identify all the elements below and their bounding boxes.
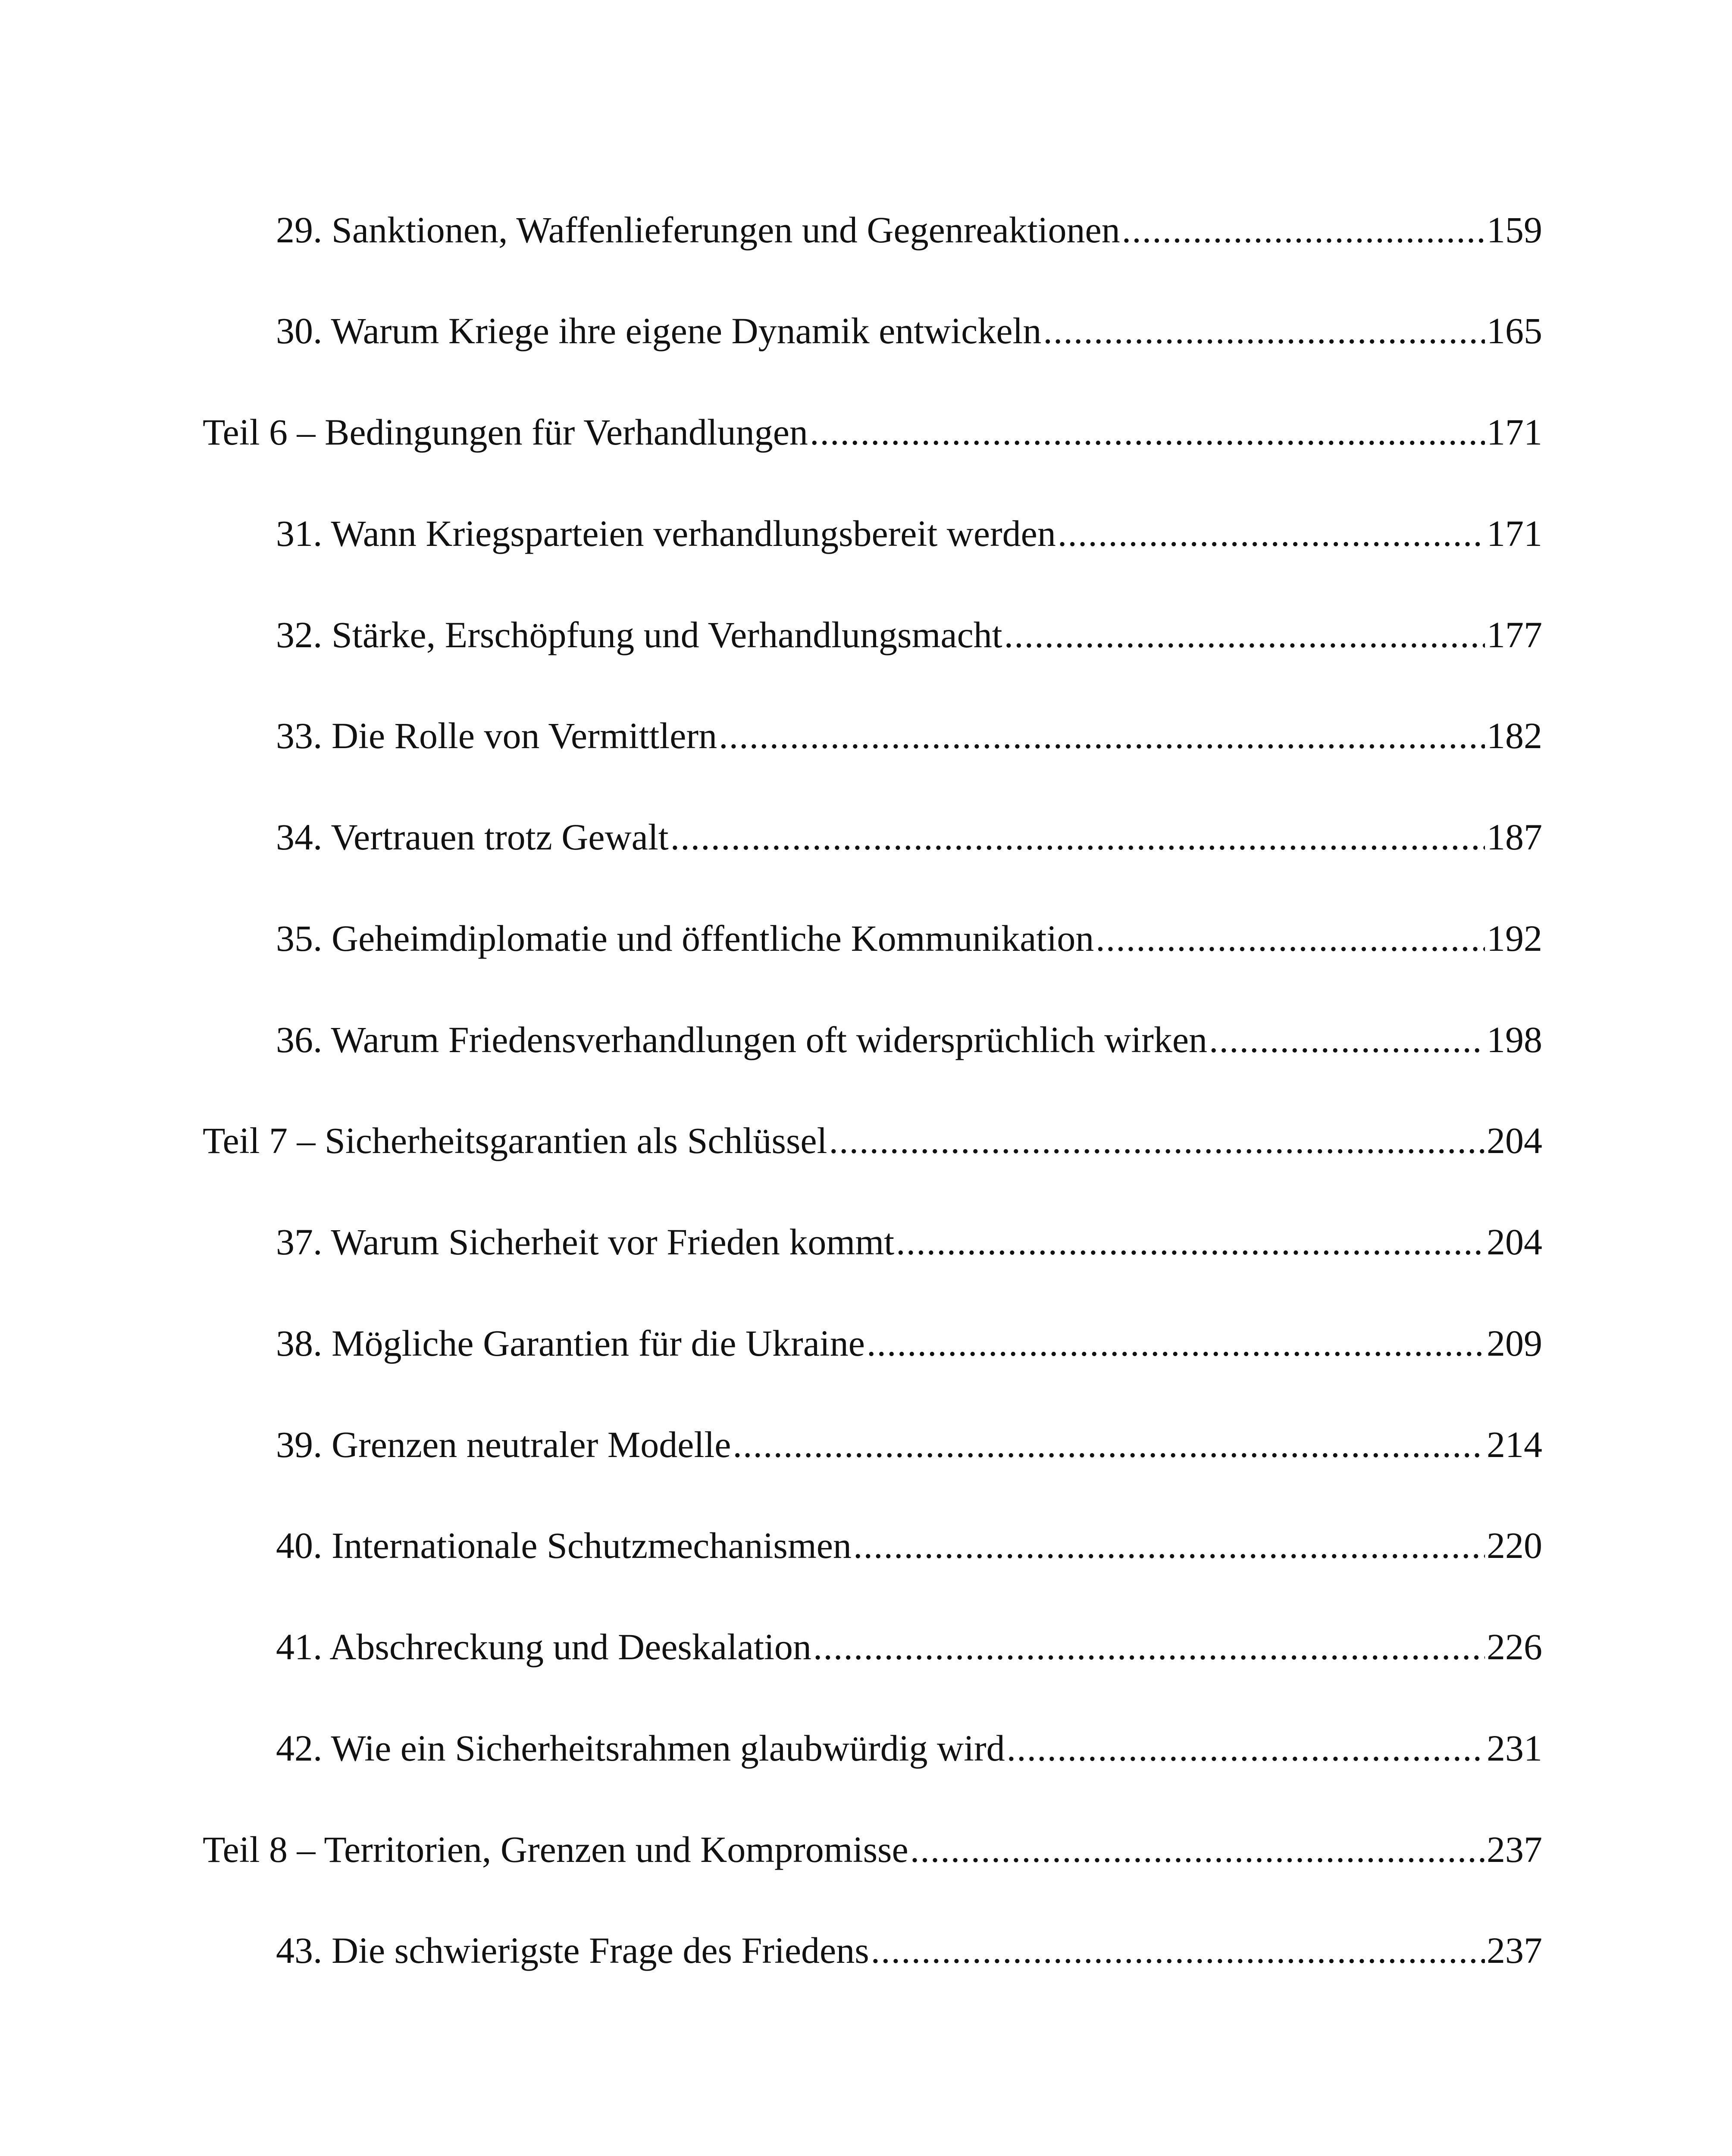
dot-leader	[1122, 204, 1485, 256]
toc-entry-page: 231	[1487, 1727, 1542, 1769]
toc-entry-32[interactable]	[0, 609, 1732, 661]
dot-leader	[1043, 305, 1485, 357]
dot-leader	[871, 1924, 1485, 1976]
toc-entry-title: Teil 8 – Territorien, Grenzen und Kompromisse	[203, 1829, 908, 1870]
dot-leader	[896, 1216, 1485, 1268]
toc-entry-37[interactable]	[0, 1216, 1732, 1268]
toc-entry-page: 171	[1487, 411, 1542, 453]
toc-entry-title: 37. Warum Sicherheit vor Frieden kommt	[276, 1221, 895, 1263]
toc-entry-30[interactable]	[0, 305, 1732, 357]
toc-entry-38[interactable]	[0, 1317, 1732, 1369]
toc-entry-part-8[interactable]	[0, 1824, 1732, 1875]
toc-entry-page: 198	[1487, 1019, 1542, 1060]
toc-entry-title: 33. Die Rolle von Vermittlern	[276, 715, 717, 756]
toc-entry-title: 38. Mögliche Garantien für die Ukraine	[276, 1322, 865, 1364]
dot-leader	[810, 406, 1485, 458]
toc-entry-41[interactable]	[0, 1621, 1732, 1673]
dot-leader	[670, 811, 1485, 863]
toc-entry-title: Teil 6 – Bedingungen für Verhandlungen	[203, 411, 808, 453]
toc-entry-39[interactable]	[0, 1419, 1732, 1470]
toc-entry-page: 204	[1487, 1120, 1542, 1161]
toc-entry-part-6[interactable]	[0, 406, 1732, 458]
dot-leader	[1058, 508, 1485, 559]
toc-entry-36[interactable]	[0, 1014, 1732, 1065]
dot-leader	[867, 1317, 1485, 1369]
toc-entry-page: 171	[1487, 513, 1542, 554]
toc-entry-page: 204	[1487, 1221, 1542, 1263]
toc-entry-page: 182	[1487, 715, 1542, 756]
dot-leader	[829, 1115, 1485, 1166]
toc-entry-34[interactable]	[0, 811, 1732, 863]
dot-leader	[719, 710, 1485, 761]
toc-entry-title: 36. Warum Friedensverhandlungen oft widersprüchlich wirken	[276, 1019, 1208, 1060]
dot-leader	[1004, 609, 1485, 661]
toc-entry-title: 40. Internationale Schutzmechanismen	[276, 1525, 852, 1566]
toc-entry-title: 31. Wann Kriegsparteien verhandlungsbereit werden	[276, 513, 1056, 554]
toc-entry-title: 41. Abschreckung und Deeskalation	[276, 1626, 811, 1667]
toc-entry-page: 192	[1487, 918, 1542, 959]
toc-entry-42[interactable]	[0, 1722, 1732, 1774]
toc-entry-page: 165	[1487, 310, 1542, 351]
toc-entry-33[interactable]	[0, 710, 1732, 761]
toc-entry-page: 237	[1487, 1829, 1542, 1870]
toc-entry-35[interactable]	[0, 912, 1732, 964]
toc-entry-page: 187	[1487, 816, 1542, 858]
toc-entry-title: 43. Die schwierigste Frage des Friedens	[276, 1930, 869, 1971]
toc-entry-43[interactable]	[0, 1924, 1732, 1976]
toc-entry-title: 30. Warum Kriege ihre eigene Dynamik entwickeln	[276, 310, 1042, 351]
toc-entry-title: 32. Stärke, Erschöpfung und Verhandlungsmacht	[276, 614, 1002, 655]
toc-entry-page: 209	[1487, 1322, 1542, 1364]
toc-entry-page: 159	[1487, 209, 1542, 251]
toc-entry-title: 35. Geheimdiplomatie und öffentliche Kommunikation	[276, 918, 1094, 959]
dot-leader	[1007, 1722, 1485, 1774]
toc-entry-page: 220	[1487, 1525, 1542, 1566]
dot-leader	[853, 1520, 1485, 1571]
toc-entry-page: 177	[1487, 614, 1542, 655]
toc-entry-29[interactable]	[0, 204, 1732, 256]
dot-leader	[910, 1824, 1485, 1875]
toc-entry-page: 226	[1487, 1626, 1542, 1667]
dot-leader	[1096, 912, 1485, 964]
dot-leader	[813, 1621, 1485, 1673]
toc-entry-title: Teil 7 – Sicherheitsgarantien als Schlüssel	[203, 1120, 827, 1161]
toc-entry-title: 34. Vertrauen trotz Gewalt	[276, 816, 669, 858]
toc-entry-40[interactable]	[0, 1520, 1732, 1571]
toc-entry-31[interactable]	[0, 508, 1732, 559]
dot-leader	[1209, 1014, 1485, 1065]
dot-leader	[733, 1419, 1485, 1470]
toc-entry-title: 39. Grenzen neutraler Modelle	[276, 1424, 731, 1465]
toc-entry-part-7[interactable]	[0, 1115, 1732, 1166]
toc-entry-page: 237	[1487, 1930, 1542, 1971]
toc-entry-page: 214	[1487, 1424, 1542, 1465]
toc-entry-title: 42. Wie ein Sicherheitsrahmen glaubwürdig wird	[276, 1727, 1005, 1769]
toc-entry-title: 29. Sanktionen, Waffenlieferungen und Gegenreaktionen	[276, 209, 1120, 251]
